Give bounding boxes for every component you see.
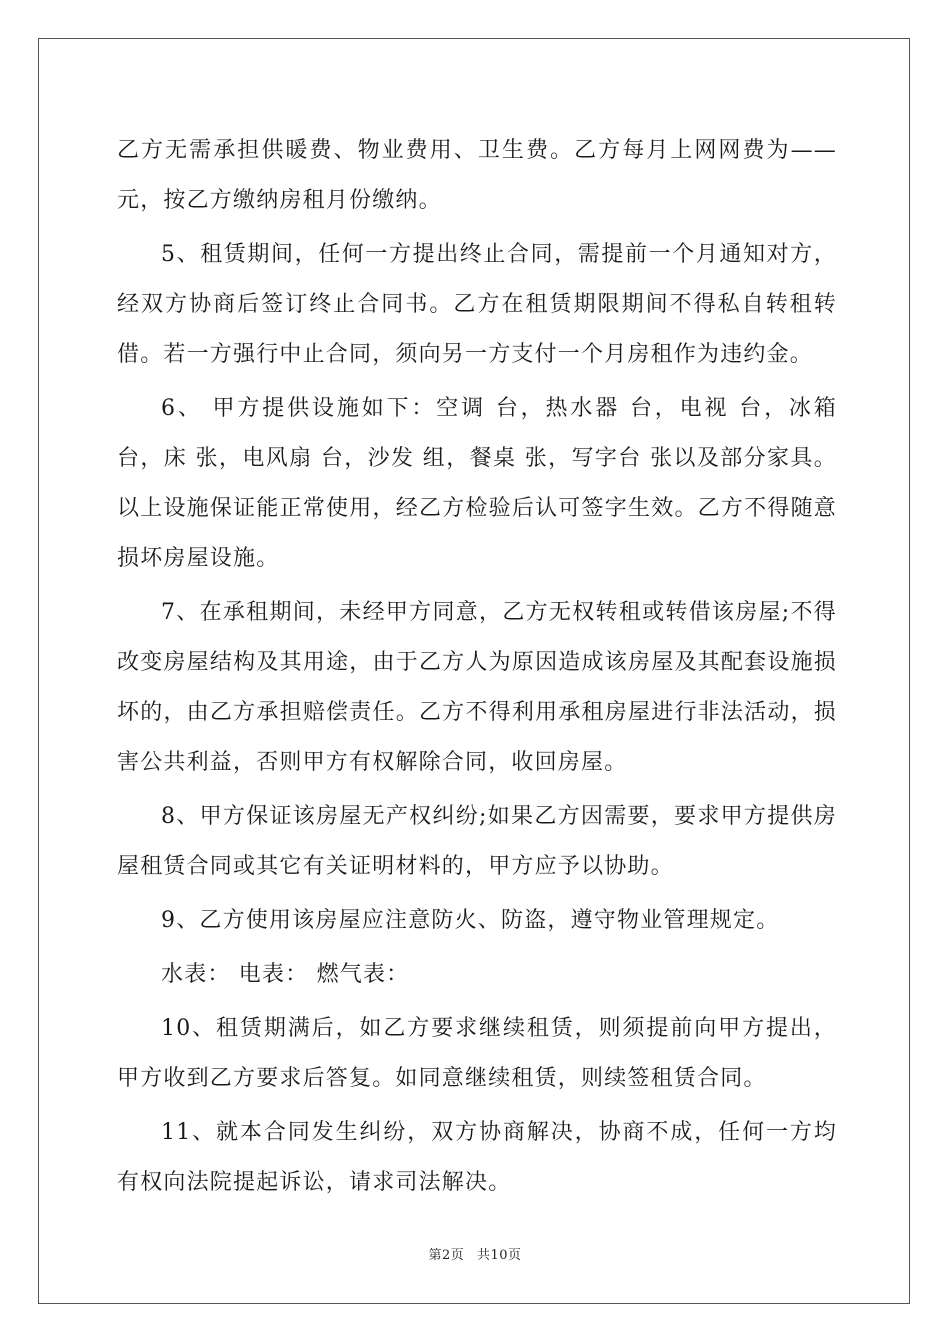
- paragraph-clause-7: 7、在承租期间，未经甲方同意，乙方无权转租或转借该房屋;不得改变房屋结构及其用途，由于乙方人为原因造成该房屋及其配套设施损坏的，由乙方承担赔偿责任。乙方不得利用承租房屋进行非法活动，损害公共利益，否则甲方有权解除合同，收回房屋。: [117, 600, 837, 775]
- paragraph-clause-10: 10、租赁期满后，如乙方要求继续租赁，则须提前向甲方提出，甲方收到乙方要求后答复。如同意继续租赁，则续签租赁合同。: [117, 1016, 837, 1091]
- paragraph-clause-5: 5、租赁期间，任何一方提出终止合同，需提前一个月通知对方，经双方协商后签订终止合同书。乙方在租赁期限期间不得私自转租转借。若一方强行中止合同，须向另一方支付一个月房租作为违约金。: [117, 242, 837, 367]
- paragraph-clause-9: 9、乙方使用该房屋应注意防火、防盗，遵守物业管理规定。: [161, 908, 780, 933]
- page-number: 第2页: [428, 1248, 465, 1263]
- paragraph-clause-11: 11、就本合同发生纠纷，双方协商解决，协商不成，任何一方均有权向法院提起诉讼，请求司法解决。: [117, 1120, 837, 1195]
- paragraph-continued: 乙方无需承担供暖费、物业费用、卫生费。乙方每月上网网费为——元，按乙方缴纳房租月份缴纳。: [117, 138, 837, 213]
- paragraph-clause-6: 6、 甲方提供设施如下：空调 台，热水器 台，电视 台，冰箱 台，床 张，电风扇 台，沙发 组，餐桌 张，写字台 张以及部分家具。以上设施保证能正常使用，经乙方检验后认可签字生效。乙方不得随意损坏房屋设施。: [117, 396, 837, 571]
- document-body: [117, 126, 837, 1212]
- page-total: 共10页: [476, 1248, 522, 1263]
- paragraph-meter-readings: 水表： 电表： 燃气表：: [161, 962, 410, 987]
- paragraph-clause-8: 8、甲方保证该房屋无产权纠纷;如果乙方因需要，要求甲方提供房屋租赁合同或其它有关证明材料的，甲方应予以协助。: [117, 804, 837, 879]
- page-footer: [0, 1244, 950, 1263]
